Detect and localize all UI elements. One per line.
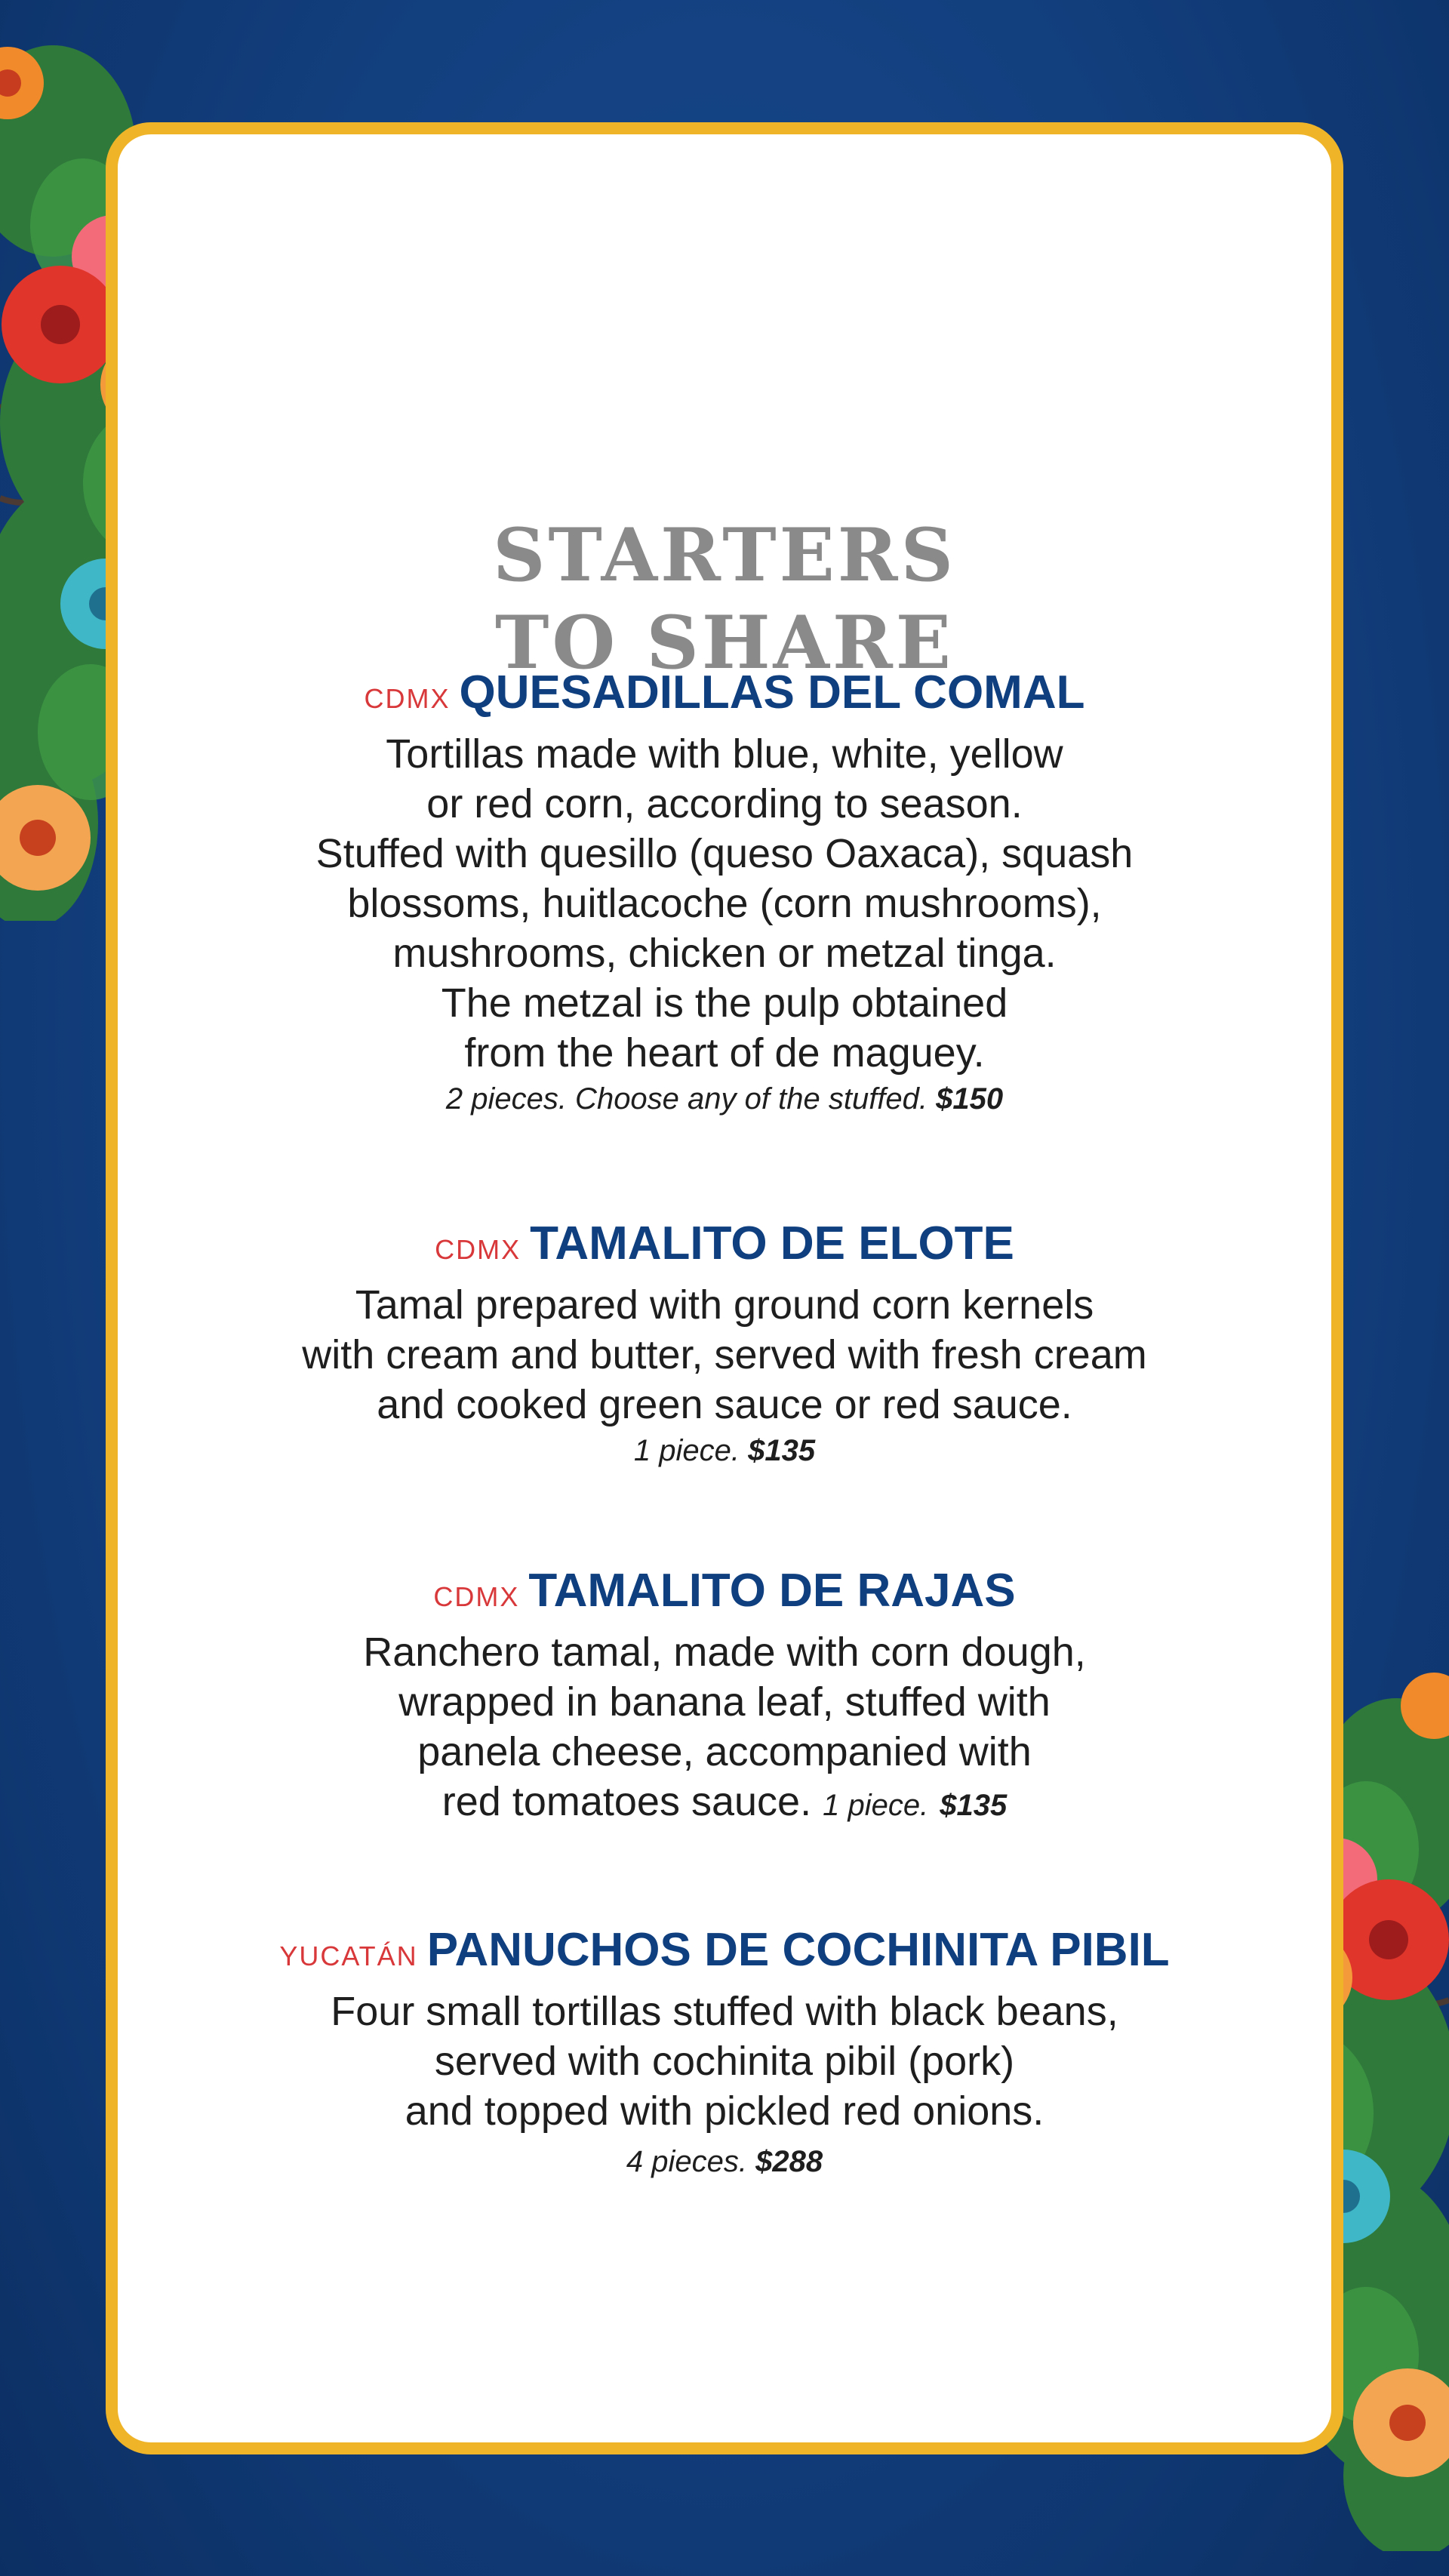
description-line: and topped with pickled red onions. <box>405 2088 1044 2134</box>
dish-meta <box>118 1430 1331 1472</box>
description-line: or red corn, according to season. <box>426 781 1023 826</box>
description-line: from the heart of de maguey. <box>464 1030 985 1076</box>
description-line: with cream and butter, served with fresh cream <box>302 1332 1147 1377</box>
dish-name: PANUCHOS DE COCHINITA PIBIL <box>426 1924 1170 1976</box>
dish-detail: 4 pieces. <box>626 2145 747 2178</box>
menu-item-header <box>118 1920 1331 1987</box>
title-line-2: TO SHARE <box>495 600 954 685</box>
description-text: red tomatoes sauce. <box>441 1779 812 1824</box>
menu-item-panuchos <box>118 1920 1331 2183</box>
dish-detail: 1 piece. <box>823 1789 929 1822</box>
dish-price: $135 <box>748 1434 816 1467</box>
dish-name: QUESADILLAS DEL COMAL <box>459 666 1085 719</box>
dish-price: $288 <box>755 2145 823 2178</box>
title-line-1: STARTERS <box>493 512 956 598</box>
dish-meta <box>118 1078 1331 1120</box>
menu-item-header <box>118 1561 1331 1627</box>
dish-detail: 2 pieces. Choose any of the stuffed. <box>445 1082 928 1116</box>
dish-name: TAMALITO DE ELOTE <box>530 1217 1014 1270</box>
dish-description <box>118 1627 1331 1830</box>
dish-detail: 1 piece. <box>633 1434 740 1467</box>
menu-item-tamalito-elote <box>118 1214 1331 1472</box>
menu-item-tamalito-rajas <box>118 1561 1331 1830</box>
page-title <box>118 512 1331 687</box>
menu-item-header <box>118 663 1331 729</box>
region-label: CDMX <box>433 1581 520 1612</box>
description-line: blossoms, huitlacoche (corn mushrooms), <box>347 881 1102 926</box>
dish-description <box>118 1280 1331 1430</box>
description-line: Tortillas made with blue, white, yellow <box>386 731 1063 777</box>
description-line: panela cheese, accompanied with <box>417 1729 1032 1774</box>
description-line <box>118 1777 1331 1830</box>
menu-card <box>106 122 1343 2454</box>
description-line: Tamal prepared with ground corn kernels <box>355 1282 1094 1328</box>
dish-description <box>118 1987 1331 2136</box>
region-label: YUCATÁN <box>279 1940 418 1971</box>
description-line: wrapped in banana leaf, stuffed with <box>398 1679 1051 1725</box>
description-line: The metzal is the pulp obtained <box>441 980 1008 1026</box>
dish-meta <box>118 2141 1331 2183</box>
dish-price: $135 <box>940 1789 1008 1822</box>
region-label: CDMX <box>364 683 451 714</box>
dish-name: TAMALITO DE RAJAS <box>528 1565 1016 1617</box>
description-line: mushrooms, chicken or metzal tinga. <box>392 931 1057 976</box>
menu-item-quesadillas <box>118 663 1331 1120</box>
description-line: served with cochinita pibil (pork) <box>434 2039 1015 2084</box>
dish-price: $150 <box>936 1082 1004 1116</box>
description-line: Ranchero tamal, made with corn dough, <box>363 1630 1086 1675</box>
dish-description <box>118 729 1331 1078</box>
description-line: and cooked green sauce or red sauce. <box>377 1382 1072 1427</box>
description-line: Stuffed with quesillo (queso Oaxaca), squash <box>315 831 1134 876</box>
menu-item-header <box>118 1214 1331 1280</box>
description-line: Four small tortillas stuffed with black beans, <box>331 1989 1118 2034</box>
region-label: CDMX <box>435 1234 521 1265</box>
